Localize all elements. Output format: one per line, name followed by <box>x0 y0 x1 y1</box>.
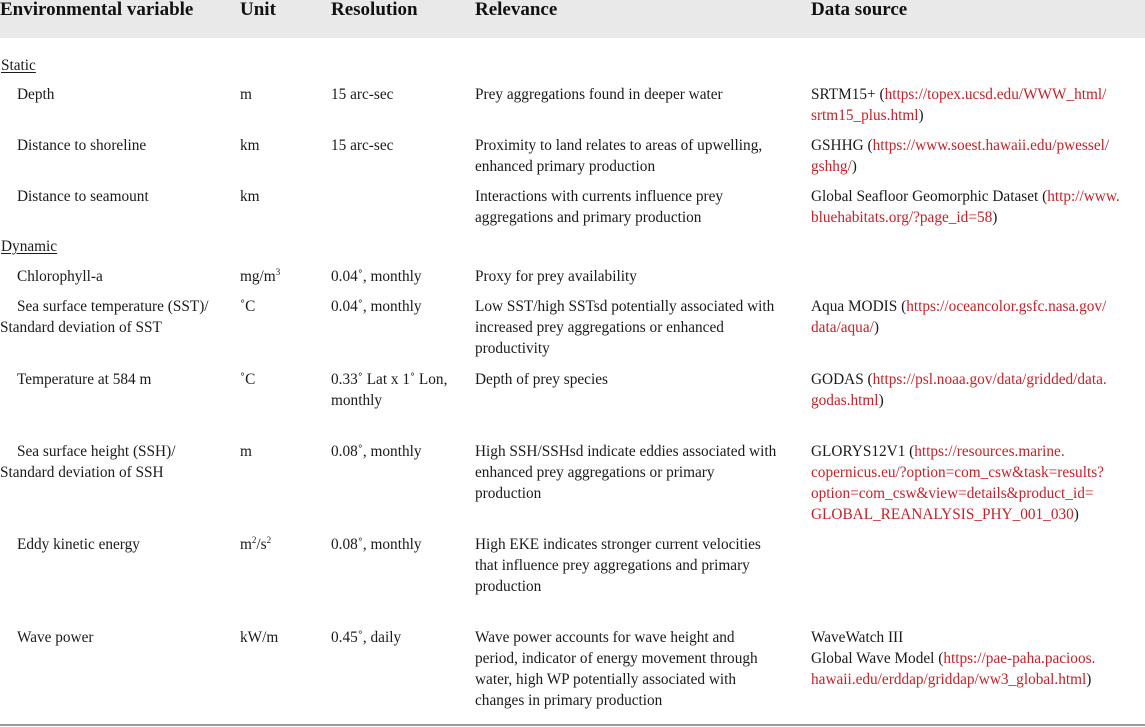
relevance: enhanced primary production <box>475 158 656 175</box>
unit <box>240 441 252 462</box>
data-source <box>811 669 1091 690</box>
unit <box>240 266 280 287</box>
relevance: that influence prey aggregations and primary <box>475 557 750 574</box>
relevance: Prey aggregations found in deeper water <box>475 86 723 103</box>
relevance: High EKE indicates stronger current velocities <box>475 536 761 553</box>
data-source <box>811 462 1104 483</box>
unit-text: mg/m <box>240 268 276 285</box>
table-header <box>0 0 1145 38</box>
unit <box>240 534 271 555</box>
data-source <box>811 296 1106 317</box>
relevance: changes in primary production <box>475 692 663 709</box>
data-source <box>811 186 1120 207</box>
variable-name: Wave power <box>17 629 94 646</box>
relevance: Proxy for prey availability <box>475 268 637 285</box>
variable-name: Sea surface height (SSH)/ <box>17 443 176 460</box>
relevance: water, high WP potentially associated with <box>475 671 737 688</box>
relevance: increased prey aggregations or enhanced <box>475 319 724 336</box>
variable-name: Chlorophyll-a <box>17 268 103 285</box>
variable-name: Standard deviation of SSH <box>0 464 164 481</box>
variable-name: Sea surface temperature (SST)/ <box>17 298 209 315</box>
variable-name: Distance to shoreline <box>17 137 147 154</box>
relevance: period, indicator of energy movement through <box>475 650 758 667</box>
source-text: ) <box>918 107 924 124</box>
resolution: 0.04˚, monthly <box>331 298 422 315</box>
unit-superscript: 2 <box>266 535 272 545</box>
relevance: aggregations and primary production <box>475 209 702 226</box>
variable-name: Depth <box>17 86 55 103</box>
source-link[interactable]: option=com_csw&view=details&product_id= <box>811 485 1094 502</box>
data-source <box>811 483 1094 504</box>
resolution: monthly <box>331 392 382 409</box>
unit <box>240 186 260 207</box>
unit <box>240 369 255 390</box>
data-source <box>811 648 1095 669</box>
source-text: ) <box>851 158 857 175</box>
source-text: GODAS ( <box>811 371 873 388</box>
resolution: 15 arc-sec <box>331 137 394 154</box>
variable-name: Eddy kinetic energy <box>17 536 140 553</box>
source-link[interactable]: https://topex.ucsd.edu/WWW_html/ <box>884 86 1107 103</box>
data-source <box>811 207 997 228</box>
unit-text: m <box>240 86 252 103</box>
source-link[interactable]: https://psl.noaa.gov/data/gridded/data. <box>872 371 1107 388</box>
relevance: Wave power accounts for wave height and <box>475 629 735 646</box>
resolution: 0.08˚, monthly <box>331 443 422 460</box>
unit-text: kW/m <box>240 629 279 646</box>
unit-text: km <box>240 137 260 154</box>
source-text: WaveWatch III <box>811 629 904 646</box>
source-link[interactable]: bluehabitats.org/?page_id=58 <box>811 209 993 226</box>
data-source <box>811 441 1065 462</box>
source-link[interactable]: godas.html <box>811 392 879 409</box>
unit <box>240 627 278 648</box>
source-text: GSHHG ( <box>811 137 873 154</box>
source-link[interactable]: https://pae-paha.pacioos. <box>943 650 1096 667</box>
resolution: 15 arc-sec <box>331 86 394 103</box>
source-text: ) <box>992 209 998 226</box>
header-unit: Unit <box>240 0 276 20</box>
resolution: 0.45˚, daily <box>331 629 402 646</box>
unit-text: ˚C <box>240 371 256 388</box>
unit-text: ˚C <box>240 298 256 315</box>
source-link[interactable]: https://www.soest.hawaii.edu/pwessel/ <box>872 137 1110 154</box>
header-relevance: Relevance <box>475 0 558 20</box>
unit-text: m <box>240 443 252 460</box>
data-source <box>811 627 903 648</box>
relevance: enhanced prey aggregations or primary <box>475 464 715 481</box>
data-source <box>811 84 1106 105</box>
source-link[interactable]: srtm15_plus.html <box>811 107 919 124</box>
data-source <box>811 369 1107 390</box>
source-link[interactable]: copernicus.eu/?option=com_csw&task=results? <box>811 464 1104 481</box>
source-link[interactable]: data/aqua/ <box>811 319 874 336</box>
source-text: ) <box>1073 506 1079 523</box>
resolution: 0.04˚, monthly <box>331 268 422 285</box>
unit <box>240 296 255 317</box>
unit <box>240 135 260 156</box>
relevance: High SSH/SSHsd indicate eddies associated with <box>475 443 777 460</box>
relevance: production <box>475 485 542 502</box>
relevance: Depth of prey species <box>475 371 608 388</box>
section-static-underline <box>0 75 39 76</box>
source-text: ) <box>1086 671 1092 688</box>
source-text: SRTM15+ ( <box>811 86 885 103</box>
source-link[interactable]: GLOBAL_REANALYSIS_PHY_001_030 <box>811 506 1074 523</box>
relevance: Interactions with currents influence prey <box>475 188 724 205</box>
unit-superscript: 2 <box>251 535 257 545</box>
data-source <box>811 390 884 411</box>
data-source <box>811 105 924 126</box>
data-source <box>811 156 857 177</box>
relevance: Proximity to land relates to areas of upwelling, <box>475 137 763 154</box>
section-dynamic: Dynamic <box>1 238 58 255</box>
source-text: Aqua MODIS ( <box>811 298 907 315</box>
unit-text: m <box>240 536 252 553</box>
source-link[interactable]: hawaii.edu/erddap/griddap/ww3_global.html <box>811 671 1087 688</box>
relevance: Low SST/high SSTsd potentially associated with <box>475 298 775 315</box>
table-bottom-rule <box>0 724 1145 726</box>
header-environmental-variable: Environmental variable <box>0 0 194 20</box>
data-source <box>811 504 1079 525</box>
source-text: ) <box>878 392 884 409</box>
source-text: ) <box>873 319 879 336</box>
unit-superscript: 3 <box>275 267 281 277</box>
relevance: production <box>475 578 542 595</box>
data-source <box>811 135 1109 156</box>
source-link[interactable]: gshhg/ <box>811 158 852 175</box>
source-text: GLORYS12V1 ( <box>811 443 915 460</box>
data-source <box>811 317 879 338</box>
source-text: Global Seafloor Geomorphic Dataset ( <box>811 188 1048 205</box>
resolution: 0.08˚, monthly <box>331 536 422 553</box>
unit <box>240 84 252 105</box>
source-link[interactable]: https://resources.marine. <box>914 443 1065 460</box>
variable-name: Standard deviation of SST <box>0 319 162 336</box>
source-link[interactable]: https://oceancolor.gsfc.nasa.gov/ <box>906 298 1107 315</box>
header-resolution: Resolution <box>331 0 418 20</box>
resolution: 0.33˚ Lat x 1˚ Lon, <box>331 371 448 388</box>
unit-text: km <box>240 188 260 205</box>
header-data-source: Data source <box>811 0 908 20</box>
variable-name: Distance to seamount <box>17 188 149 205</box>
unit-text: /s <box>256 536 267 553</box>
section-static: Static <box>1 57 36 74</box>
relevance: productivity <box>475 340 550 357</box>
source-text: Global Wave Model ( <box>811 650 944 667</box>
source-link[interactable]: http://www. <box>1047 188 1120 205</box>
variable-name: Temperature at 584 m <box>17 371 152 388</box>
